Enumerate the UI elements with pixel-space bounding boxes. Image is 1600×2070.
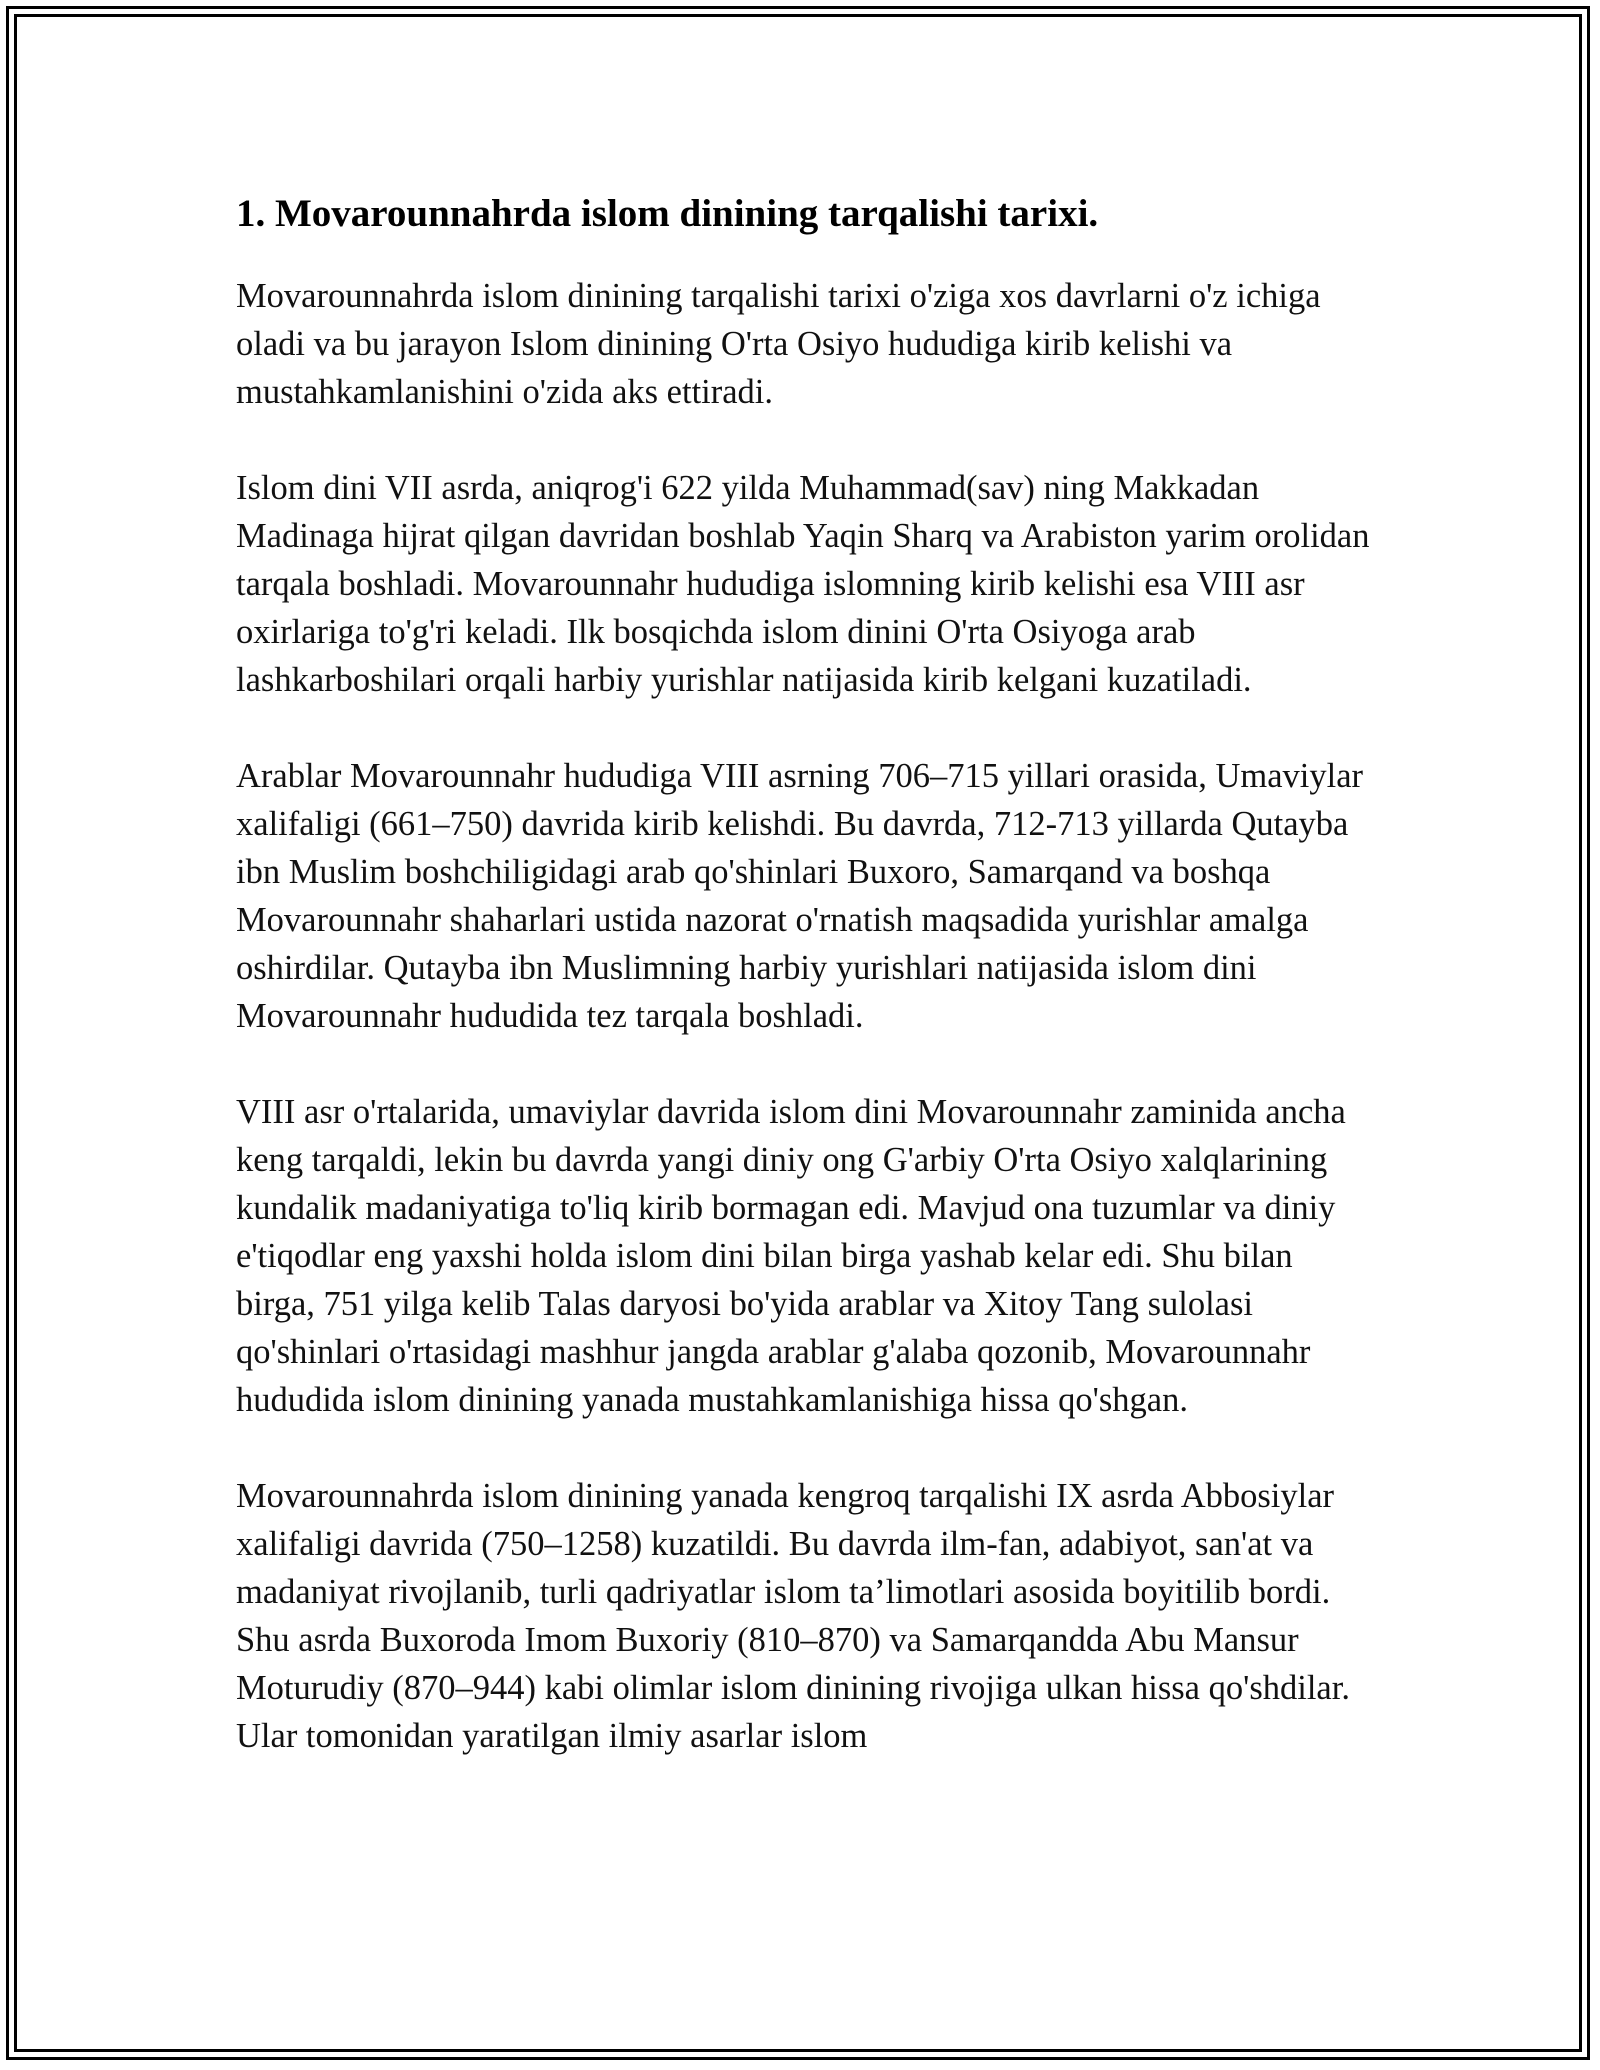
paragraph-1: Movarounnahrda islom dinining tarqalishi tarixi o'ziga xos davrlarni o'z ichiga oladi va bu jarayon Islom dinining O'rta Osiyo hududiga kirib kelishi va mustahkamlanishini o'zida aks ettiradi. — [236, 277, 1321, 411]
paragraph-2: Islom dini VII asrda, aniqrog'i 622 yilda Muhammad(sav) ning Makkadan Madinaga hijrat qilgan davridan boshlab Yaqin Sharq va Arabiston yarim orolidan tarqala boshladi. Movarounnahr hududiga islomning kirib kelishi esa VIII asr oxirlariga to'g'ri keladi. Ilk bosqichda islom dinini O'rta Osiyoga arab lashkarboshilari orqali harbiy yurishlar natijasida kirib kelgani kuzatiladi. — [236, 469, 1370, 699]
document-body — [236, 188, 1376, 1808]
paragraph-4: VIII asr o'rtalarida, umaviylar davrida islom dini Movarounnahr zaminida ancha keng tarqaldi, lekin bu davrda yangi diniy ong G'arbiy O'rta Osiyo xalqlarining kundalik madaniyatiga to'liq kirib bormagan edi. Mavjud ona tuzumlar va diniy e'tiqodlar eng yaxshi holda islom dini bilan birga yashab kelar edi. Shu bilan birga, 751 yilga kelib Talas daryosi bo'yida arablar va Xitoy Tang sulolasi qo'shinlari o'rtasidagi mashhur jangda arablar g'alaba qozonib, Movarounnahr hududida islom dinining yanada mustahkamlanishiga hissa qo'shgan. — [236, 1093, 1346, 1419]
paragraph-3: Arablar Movarounnahr hududiga VIII asrning 706–715 yillari orasida, Umaviylar xalifaligi (661–750) davrida kirib kelishdi. Bu davrda, 712-713 yillarda Qutayba ibn Muslim boshchiligidagi arab qo'shinlari Buxoro, Samarqand va boshqa Movarounnahr shaharlari ustida nazorat o'rnatish maqsadida yurishlar amalga oshirdilar. Qutayba ibn Muslimning harbiy yurishlari natijasida islom dini Movarounnahr hududida tez tarqala boshladi. — [236, 757, 1364, 1035]
section-heading: 1. Movarounnahrda islom dinining tarqalishi tarixi. — [236, 192, 1099, 235]
paragraph-5: Movarounnahrda islom dinining yanada kengroq tarqalishi IX asrda Abbosiylar xalifaligi davrida (750–1258) kuzatildi. Bu davrda ilm-fan, adabiyot, san'at va madaniyat rivojlanib, turli qadriyatlar islom ta’limotlari asosida boyitilib bordi. Shu asrda Buxoroda Imom Buxoriy (810–870) va Samarqandda Abu Mansur Moturudiy (870–944) kabi olimlar islom dinining rivojiga ulkan hissa qo'shdilar. Ular tomonidan yaratilgan ilmiy asarlar islom — [236, 1477, 1350, 1755]
